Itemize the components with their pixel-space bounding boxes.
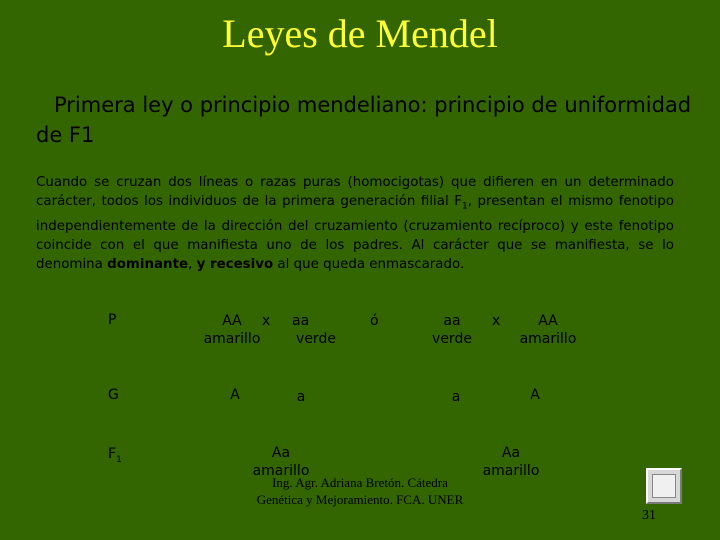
row-label-f1-sub: 1: [116, 454, 122, 465]
row-label-f1: [108, 446, 122, 465]
left-f1-phenotype: amarillo: [252, 463, 310, 479]
paragraph-text-2: , presentan el mismo fenotipo independientemente de la dirección del cruzamiento (cruzamiento recíproco) y este fenotipo coincide con el que manifiesta uno de los padres. Al carácter que se manifiesta, se lo denomina: [36, 194, 674, 273]
right-f1-phenotype: amarillo: [482, 463, 540, 479]
right-parent2: [512, 312, 584, 348]
right-cross-symbol: x: [492, 313, 501, 329]
term-recessive: y recesivo: [196, 257, 274, 273]
left-parent2: [284, 312, 348, 348]
paragraph-subscript: 1: [461, 201, 468, 212]
left-parent1: [196, 312, 271, 348]
left-f1-genotype: Aa: [271, 445, 291, 461]
right-gamete-recessive: a: [441, 382, 471, 412]
left-parent2-genotype: aa: [292, 313, 310, 329]
left-gamete-recessive: a: [286, 382, 316, 412]
slide-nav-icon: [652, 474, 676, 498]
left-parent1-phenotype: amarillo: [203, 331, 261, 347]
left-parent2-phenotype: verde: [296, 331, 336, 347]
term-dominant: dominante: [107, 257, 189, 273]
definition-paragraph: [36, 173, 674, 275]
row-label-f1-text: F: [108, 446, 117, 462]
row-label-p: P: [108, 312, 117, 328]
paragraph-text-1: Cuando se cruzan dos líneas o razas puras (homocigotas) que difieren en un determinado carácter, todos los individuos de la primera generación filial F: [36, 175, 674, 210]
left-cross-symbol: x: [262, 313, 271, 329]
right-f1: [476, 444, 546, 480]
slide-nav-button[interactable]: [646, 468, 682, 504]
right-f1-genotype: Aa: [501, 445, 521, 461]
left-gamete-dominant: A: [220, 380, 250, 410]
right-parent1-genotype: aa: [443, 313, 461, 329]
right-parent1: [420, 312, 484, 348]
slide-title: Leyes de Mendel: [222, 11, 498, 56]
slide-subtitle: Primera ley o principio mendeliano: principio de uniformidad de F1: [36, 93, 692, 147]
footer-credit: Ing. Agr. Adriana Bretón. Cátedra Genética y Mejoramiento. FCA. UNER: [256, 475, 464, 507]
right-parent2-phenotype: amarillo: [519, 331, 577, 347]
paragraph-text-3: ,: [188, 257, 197, 273]
left-parent1-genotype: AA: [222, 313, 242, 329]
or-symbol: ó: [370, 313, 379, 329]
row-label-g: G: [108, 387, 119, 403]
paragraph-text-4: al que queda enmascarado.: [273, 257, 465, 273]
page-number: 31: [642, 508, 656, 523]
right-gamete-dominant: A: [520, 380, 550, 410]
right-parent1-phenotype: verde: [432, 331, 472, 347]
right-parent2-genotype: AA: [538, 313, 558, 329]
